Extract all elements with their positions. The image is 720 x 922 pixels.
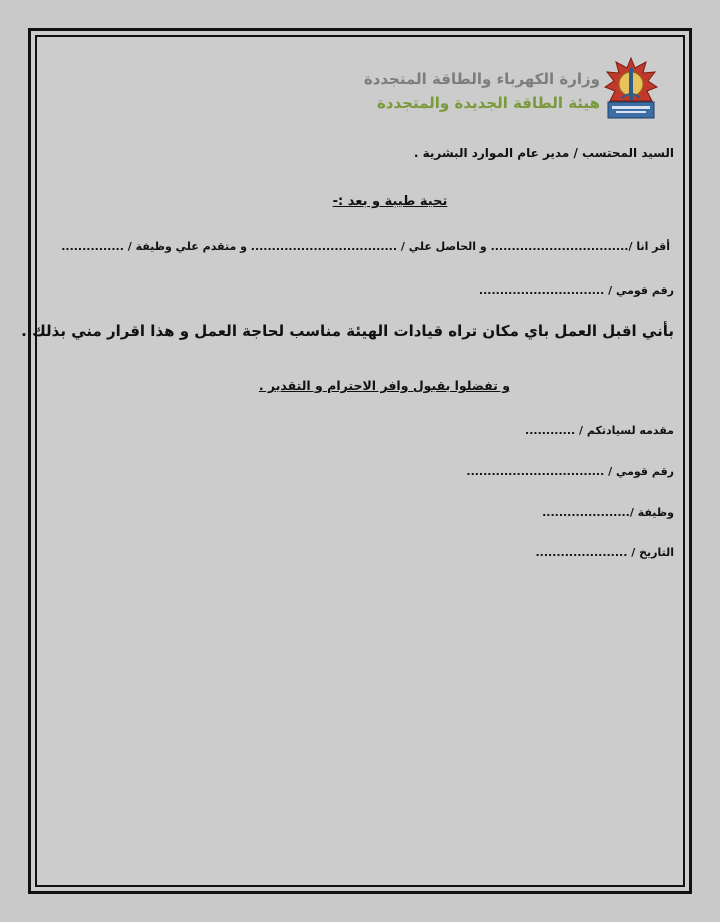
acceptance-statement: بأني اقبل العمل باي مكان تراه قيادات الهيئة مناسب لحاجة العمل و هذا اقرار مني بذلك . (21, 322, 674, 340)
submitted-by-line: مقدمه لسيادتكم / ............ (525, 424, 674, 437)
ministry-name: وزارة الكهرباء والطاقة المتجددة (363, 70, 600, 88)
declaration-line: أقر انا /................................. و الحاصل علي / ................................... و متقدم علي وظيفة / ............... (61, 240, 670, 253)
national-id-line-1: رقم قومي / .............................. (478, 284, 674, 297)
date-line: التاريخ / ...................... (535, 546, 674, 559)
closing-line: و تفضلوا بقبول وافر الاحترام و التقدير . (258, 378, 510, 393)
inner-border (35, 35, 685, 887)
job-line: وظيفة /..................... (542, 506, 674, 519)
ministry-emblem-icon (602, 54, 660, 124)
addressee-line: السيد المحتسب / مدير عام الموارد البشرية . (413, 146, 674, 160)
national-id-line-2: رقم قومي / ................................. (466, 465, 674, 478)
authority-name: هيئة الطاقة الجديدة والمتجددة (376, 94, 600, 112)
greeting: تحية طيبة و بعد :- (332, 194, 448, 209)
